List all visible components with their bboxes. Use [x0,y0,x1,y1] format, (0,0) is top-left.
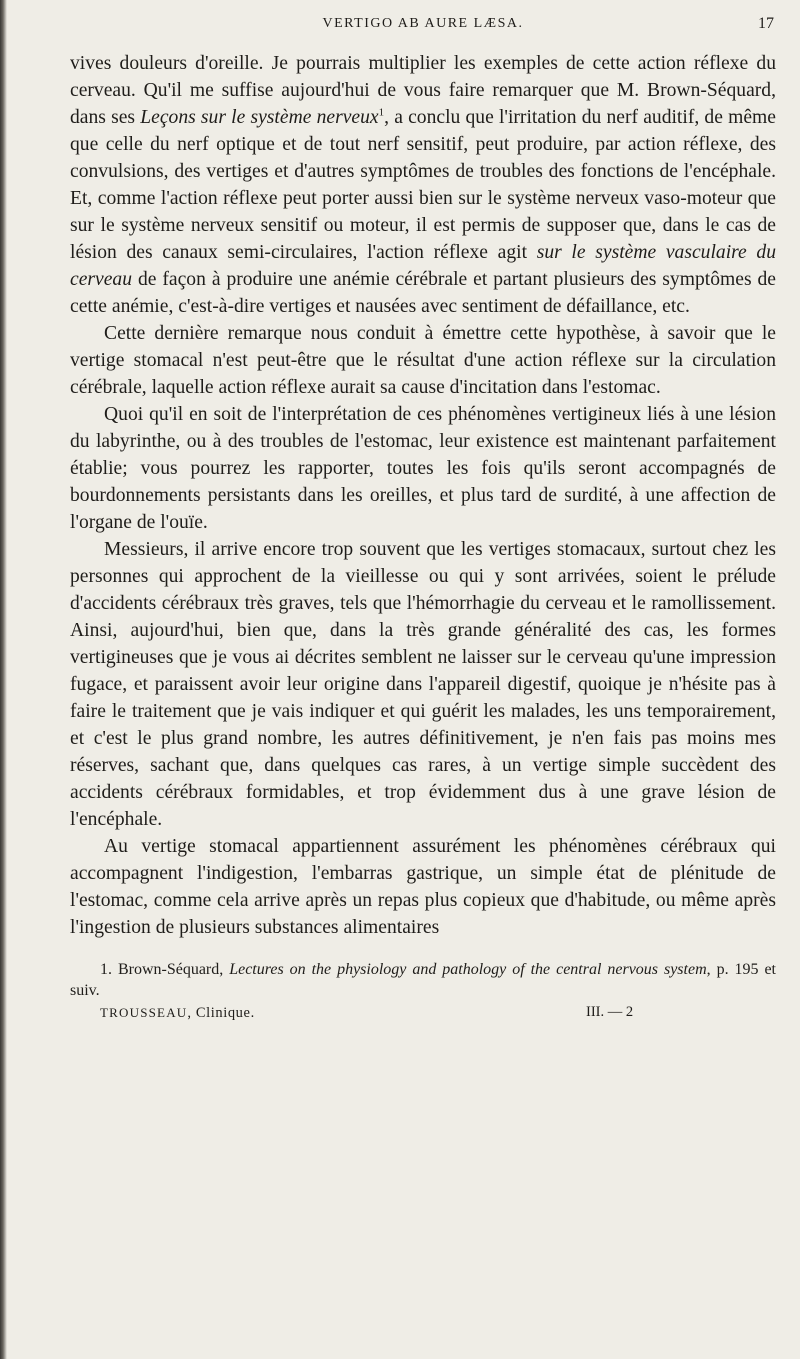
running-title: VERTIGO AB AURE LÆSA. [322,16,524,31]
footnotes [70,959,776,1024]
italic-text: Leçons sur le système nerveux [140,107,379,128]
printer-signature [100,1002,255,1024]
text-run: 1. Brown-Séquard, [100,961,230,978]
paragraph [70,401,776,536]
text-run: Quoi qu'il en soit de l'interprétation de ces phénomènes vertigineux liés à une lésion du labyrinthe, ou à des troubles de l'estomac, leur existence est maintenant parfaitement établie; vous pourrez les rapporter, toutes les fois qu'ils seront accompagnés de bourdonnements persistants dans les oreilles, et plus tard de surdité, à une affection de l'organe de l'ouïe. [70,404,776,533]
book-page [70,14,776,1024]
text-run: Au vertige stomacal appartiennent assurément les phénomènes cérébraux qui accompagnent l'indigestion, l'embarras gastrique, un simple état de plénitude de l'estomac, comme cela arrive après un repas plus copieux que d'habitude, ou même après l'ingestion de plusieurs substances alimentaires [70,836,776,938]
footnote [70,959,776,1001]
italic-text: Lectures on the physiology and pathology of the central nervous system [229,961,707,978]
volume-sheet-mark: III. — 2 [586,1004,634,1020]
signature-author: TROUSSEAU [100,1005,188,1020]
paragraph [70,833,776,941]
text-run: Cette dernière remarque nous conduit à émettre cette hypothèse, à savoir que le vertige stomacal n'est peut-être que le résultat d'une action réflexe sur la circulation cérébrale, laquelle action réflexe aurait sa cause d'incitation dans l'estomac. [70,323,776,398]
text-run: vives douleurs d'oreille. Je pourrais multiplier les exemples de cette action réflexe du cerveau. Qu'il me suffise aujourd'hui de vous faire remarquer que M. Brown-Séquard, dans ses [70,53,776,128]
footnote-ref: 1 [378,106,385,119]
signature-line [70,1002,776,1024]
page-number: 17 [758,15,774,32]
paragraph [70,50,776,320]
text-run: , p. 195 et suiv. [70,961,777,999]
text-run: Messieurs, il arrive encore trop souvent que les vertiges stomacaux, surtout chez les personnes qui approchent de la vieillesse ou qui y sont arrivées, soient le prélude d'accidents cérébraux très graves, tels que l'hémorrhagie du cerveau et le ramollissement. Ainsi, aujourd'hui, bien que, dans la très grande généralité des cas, les formes vertigineuses que je vous ai décrites semblent ne laisser sur le cerveau qu'une impression fugace, et paraissent avoir leur origine dans l'appareil digestif, quoique je n'hésite pas à faire le traitement que je vais indiquer et qui guérit les malades, les uns temporairement, et c'est le plus grand nombre, les autres définitivement, je n'en fais pas moins mes réserves, sachant que, dans quelques cas rares, à un vertige simple succèdent des accidents cérébraux formidables, et trop évidemment dus à une grave lésion de l'encéphale. [70,539,776,830]
text-run: , a conclu que l'irritation du nerf auditif, de même que celle du nerf optique et de tout nerf sensitif, peut produire, par action réflexe, des convulsions, des vertiges et d'autres symptômes de troubles des fonctions de l'encéphale. Et, comme l'action réflexe peut porter aussi bien sur le système nerveux vaso-moteur que sur le système nerveux sensitif ou moteur, il est permis de supposer que, dans le cas de lésion des canaux semi-circulaires, l'action réflexe agit [70,107,776,263]
paragraph [70,320,776,401]
running-head [70,14,776,42]
signature-work: , Clinique. [187,1005,255,1021]
paragraph [70,536,776,833]
italic-text: sur le système vasculaire du cerveau [70,242,776,290]
text-run: de façon à produire une anémie cérébrale et partant plusieurs des symptômes de cette anémie, c'est-à-dire vertiges et nausées avec sentiment de défaillance, etc. [70,269,776,317]
body-text [70,50,776,941]
book-spine-shadow [0,0,7,1359]
